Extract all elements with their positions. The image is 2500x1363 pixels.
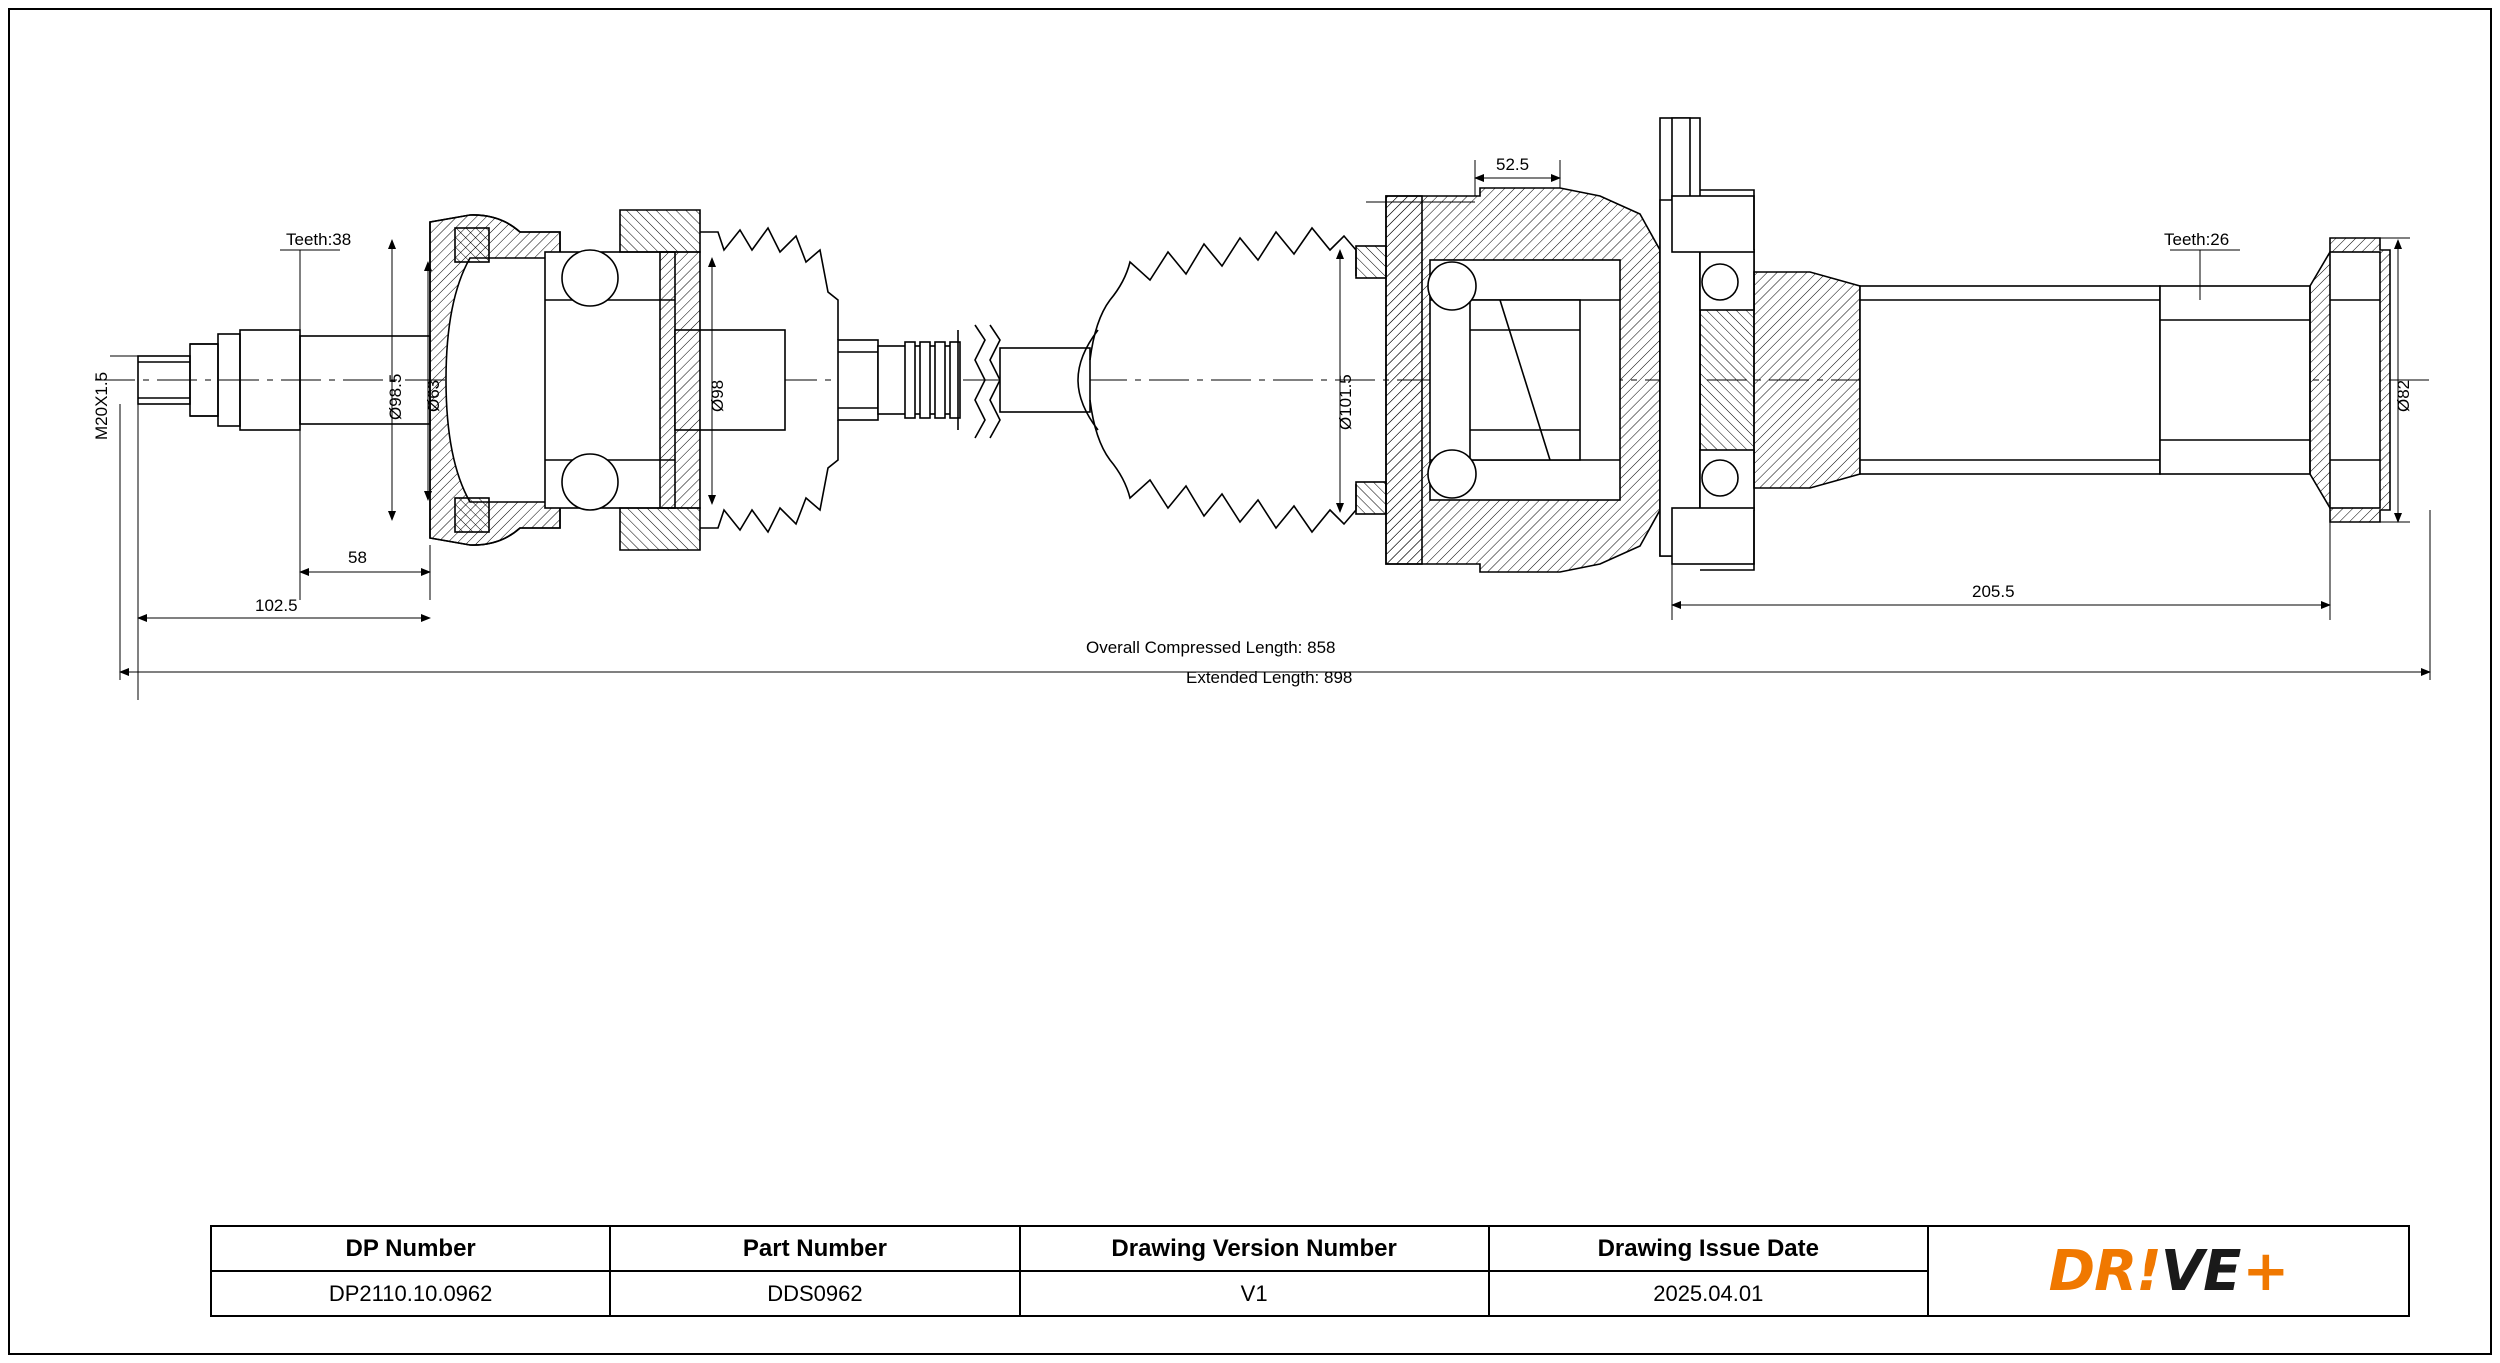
brand-logo-text <box>2049 1239 2289 1304</box>
annotation-dim-52-5: 52.5 <box>1496 155 1530 174</box>
header-dp-number: DP Number <box>212 1227 609 1272</box>
annotation-teeth-left: Teeth:38 <box>286 230 352 249</box>
brand-logo-part-plus: + <box>2242 1238 2289 1304</box>
title-block-column-issue-date <box>1490 1227 1929 1315</box>
annotation-teeth-right: Teeth:26 <box>2164 230 2230 249</box>
annotation-dia-63: Ø63 <box>424 379 443 412</box>
annotation-dim-102-5: 102.5 <box>255 596 298 615</box>
header-drawing-version: Drawing Version Number <box>1021 1227 1488 1272</box>
title-block-column-part-number <box>611 1227 1020 1315</box>
title-block-column-dp-number <box>212 1227 611 1315</box>
title-block-column-drawing-version <box>1021 1227 1490 1315</box>
annotation-dia-82: Ø82 <box>2394 379 2413 412</box>
value-drawing-version: V1 <box>1240 1280 1268 1306</box>
value-dp-number: DP2110.10.0962 <box>328 1280 493 1306</box>
brand-logo <box>1929 1227 2408 1315</box>
annotation-dia-98-5: Ø98.5 <box>386 373 405 420</box>
brand-logo-part-dr: DR <box>2048 1238 2137 1304</box>
header-issue-date: Drawing Issue Date <box>1490 1227 1927 1272</box>
title-block <box>210 1225 2410 1317</box>
annotation-dia-101-5: Ø101.5 <box>1336 374 1355 430</box>
title-block-column-logo <box>1929 1227 2408 1315</box>
value-issue-date: 2025.04.01 <box>1653 1280 1764 1306</box>
annotation-dia-98: Ø98 <box>708 379 727 412</box>
annotation-overall-compressed-length: Overall Compressed Length: 858 <box>1086 638 1336 657</box>
brand-logo-part-exclaim: ! <box>2136 1238 2161 1304</box>
header-part-number: Part Number <box>611 1227 1018 1272</box>
annotation-thread: M20X1.5 <box>92 371 111 440</box>
value-part-number: DDS0962 <box>767 1280 863 1306</box>
brand-logo-part-ve: VE <box>2160 1238 2241 1304</box>
annotation-dim-205-5: 205.5 <box>1972 582 2015 601</box>
annotation-extended-length: Extended Length: 898 <box>1186 668 1353 687</box>
annotation-dim-58: 58 <box>348 548 367 567</box>
